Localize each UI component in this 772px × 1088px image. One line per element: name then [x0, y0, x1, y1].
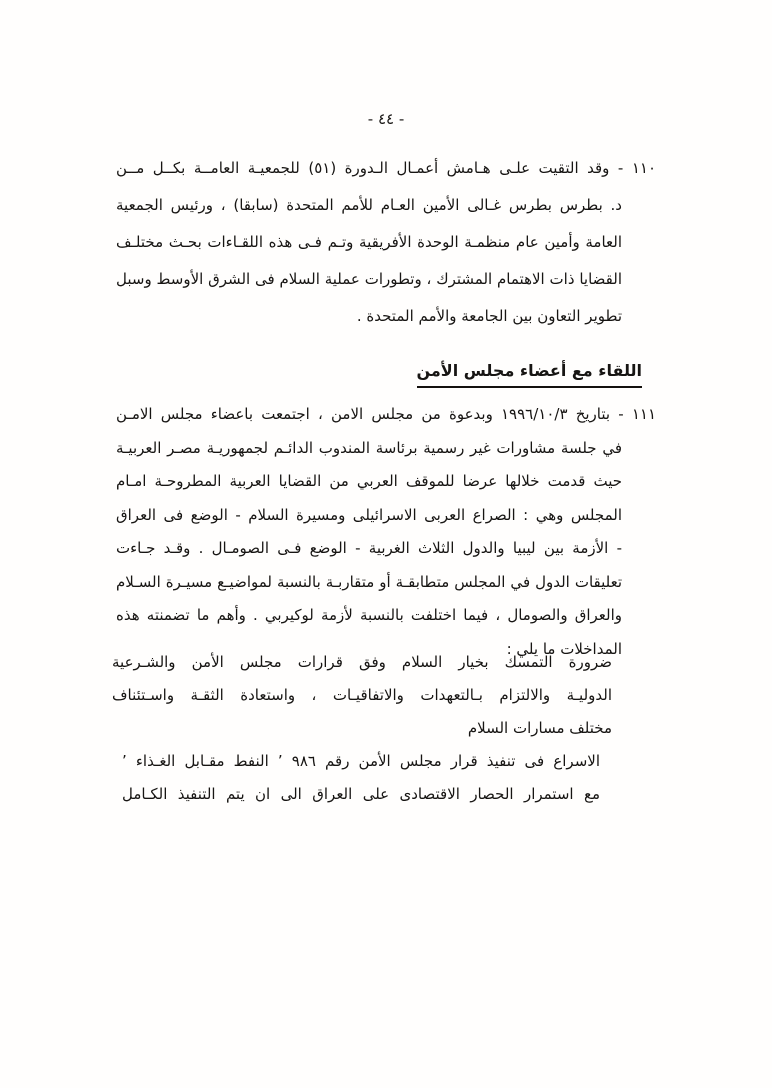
subitem-list	[112, 646, 612, 811]
text-line: مختلف مسارات السلام	[467, 719, 612, 737]
text-line: تعليقات الدول في المجلس متطابقـة أو متقاربـة بالنسبة لمواضيـع مسيـرة السـلام	[116, 572, 622, 591]
section-heading	[417, 354, 643, 388]
text-line: الدوليـة والالتزام بـالتعهدات والاتفاقيـات ، واستعادة الثقـة واسـتئناف	[112, 686, 612, 704]
text-line: ١١٠ - وقد التقيت علـى هـامش أعمـال الـدورة (٥١) للجمعيـة العامــة بكــل مــن	[116, 159, 656, 177]
page-number: - ٤٤ -	[367, 110, 405, 128]
text-line: المداخلات ما يلي :	[506, 639, 622, 658]
text-line: المجلس وهي : الصراع العربى الاسرائيلى ومسيرة السلام - الوضع فى العراق	[116, 505, 622, 524]
list-item	[112, 745, 612, 811]
section-heading-text: اللقاء مع أعضاء مجلس الأمن	[417, 360, 643, 388]
paragraph-111	[116, 398, 656, 666]
text-line: والعراق والصومال ، فيما اختلفت بالنسبة لأزمة لوكيربي . وأهم ما تضمنته هذه	[116, 606, 622, 624]
text-line: مع استمرار الحصار الاقتصادى على العراق الى ان يتم التنفيذ الكـامل	[122, 785, 600, 803]
text-line: القضايا ذات الاهتمام المشترك ، وتطورات عملية السلام فى الشرق الأوسط وسبل	[116, 270, 622, 288]
text-line: تطوير التعاون بين الجامعة والأمم المتحدة .	[356, 307, 622, 325]
text-line: ١١١ - بتاريخ ١٩٩٦/١٠/٣ وبدعوة من مجلس الامن ، اجتمعت باعضاء مجلس الامـن	[116, 405, 656, 423]
text-line: - الأزمة بين ليبيا والدول الثلاث الغربية - الوضع فـى الصومـال . وقـد جـاءت	[116, 539, 622, 557]
text-line: العامة وأمين عام منظمـة الوحدة الأفريقية وتـم فـى هذه اللقـاءات بحـث مختلـف	[116, 233, 622, 251]
paragraph-110	[116, 150, 656, 335]
text-line: د. بطرس بطرس غـالى الأمين العـام للأمم المتحدة (سابقا) ، ورئيس الجمعية	[116, 196, 622, 214]
text-line: حيث قدمت خلالها عرضا للموقف العربي من القضايا العربية المطروحـة امـام	[116, 472, 622, 490]
text-line: الاسراع فى تنفيذ قرار مجلس الأمن رقم ٩٨٦ ’ النفط مقـابل الغـذاء ’	[122, 752, 600, 770]
list-item	[112, 646, 612, 745]
text-line: ضرورة التمسك بخيار السلام وفق قرارات مجلس الأمن والشـرعية	[112, 653, 612, 671]
text-line: في جلسة مشاورات غير رسمية برئاسة المندوب الدائـم لجمهوريـة مصـر العربيـة	[116, 438, 622, 457]
